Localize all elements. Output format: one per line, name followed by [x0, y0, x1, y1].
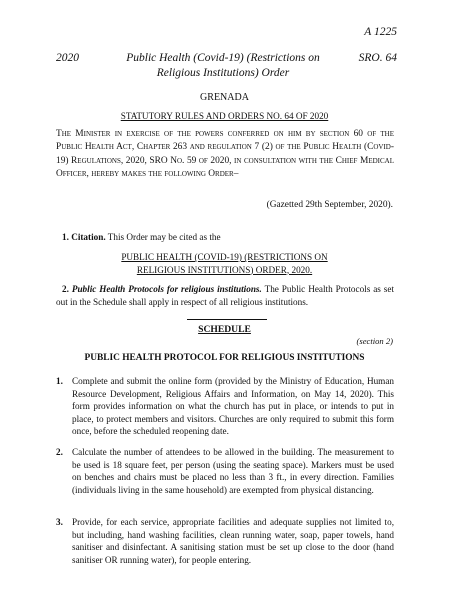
header-year: 2020	[56, 52, 79, 64]
protocol-item-number: 1.	[56, 376, 63, 386]
citation-title-text: PUBLIC HEALTH (COVID-19) (RESTRICTIONS ON RELIGIOUS INSTITUTIONS) ORDER, 2020.	[121, 252, 328, 275]
section-1-heading: Citation.	[71, 232, 106, 242]
page-number: A 1225	[364, 26, 397, 38]
section-1	[62, 232, 394, 242]
protocol-title: PUBLIC HEALTH PROTOCOL FOR RELIGIOUS INSTITUTIONS	[84, 353, 365, 363]
protocol-item-number: 3.	[56, 517, 63, 527]
protocol-item	[56, 375, 394, 438]
section-2-number: 2.	[62, 284, 69, 294]
schedule-title: SCHEDULE	[198, 324, 251, 335]
preamble-paragraph: The Minister in exercise of the powers conferred on him by section 60 of the Public Health Act, Chapter 263 and regulation 7 (2) of the Public Health (Covid-19) Regulations, 2020, SRO No. 59 of 2020, in consultation with the Chief Medical Officer, hereby makes the following Order–	[56, 129, 394, 180]
country-heading: GRENADA	[200, 92, 249, 103]
schedule-section-reference: (section 2)	[356, 336, 393, 346]
citation-title	[0, 251, 449, 276]
gazetted-date: (Gazetted 29th September, 2020).	[266, 200, 393, 210]
header-sro-number: SRO. 64	[358, 52, 397, 64]
protocol-item	[56, 446, 394, 496]
header-title: Public Health (Covid-19) (Restrictions on Religious Institutions) Order	[126, 52, 320, 79]
section-2-heading: Public Health Protocols for religious institutions.	[71, 284, 262, 294]
series-heading: STATUTORY RULES AND ORDERS NO. 64 OF 2020	[120, 111, 329, 121]
protocol-item-text: Complete and submit the online form (provided by the Ministry of Education, Human Resource Development, Religious Affairs and Information, on May 14, 2020). This form provides information on what the church has put in place, or intends to put in place, to protect members and visitors. Churches are only required to submit this form once, before the scheduled reopening date.	[72, 376, 394, 436]
protocol-item-number: 2.	[56, 447, 63, 457]
section-1-number: 1.	[62, 232, 69, 242]
section-divider	[187, 319, 267, 320]
section-2-text: The Public Health Protocols as set out in the Schedule shall apply in respect of all religious institutions.	[56, 284, 395, 307]
protocol-item-text: Calculate the number of attendees to be allowed in the building. The measurement to be used is 18 square feet, per person (using the seating space). Markers must be used on benches and chairs must be placed no less than 3 ft., in every direction. Families (individuals living in the same household) are exempted from physical distancing.	[72, 447, 394, 495]
protocol-item-text: Provide, for each service, appropriate facilities and adequate supplies not limited to, but including, hand washing facilities, clean running water, soap, paper towels, hand sanitiser and disinfectant. A sanitising station must be set up close to the door (hand sanitiser OR running water), for people entering.	[72, 517, 394, 565]
section-1-text: This Order may be cited as the	[107, 232, 221, 242]
section-2	[56, 283, 394, 308]
protocol-item	[56, 516, 394, 566]
